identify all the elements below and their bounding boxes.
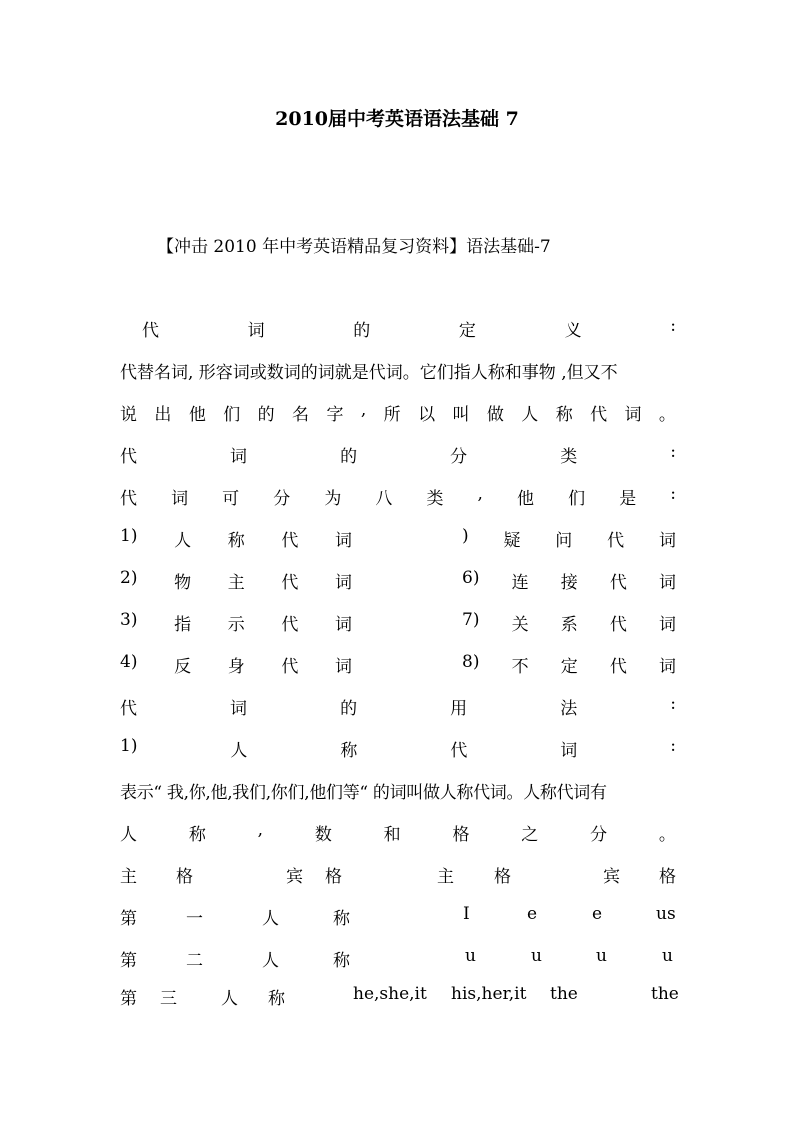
person-label-char: 人: [262, 951, 279, 971]
text-char: 词: [624, 405, 642, 425]
category-num: ): [462, 526, 469, 546]
usage-line-2: [120, 820, 676, 845]
text-char: 所: [383, 405, 401, 425]
text-char: 数: [314, 825, 332, 845]
category-char: 连: [511, 573, 529, 593]
category-char: 代: [609, 615, 627, 635]
usage-heading: [120, 694, 676, 719]
heading-char: 类: [560, 447, 578, 467]
text-char: ,: [360, 400, 367, 420]
category-char: 身: [227, 657, 245, 677]
text-char: 。: [658, 405, 676, 425]
usage-item-heading: [120, 736, 676, 761]
text-char: 之: [521, 825, 539, 845]
category-num: 2): [120, 568, 138, 588]
heading-char: 代: [120, 447, 137, 467]
text-char: 是: [619, 489, 637, 509]
pronoun-cell: e: [527, 904, 538, 924]
definition-line-1: 代替名词, 形容词或数词的词就是代词。它们指人称和事物 ,但又不: [120, 363, 618, 383]
heading-char: 法: [560, 699, 578, 719]
text-char: 格: [452, 825, 470, 845]
heading-char: :: [670, 736, 676, 756]
text-char: 人: [521, 405, 539, 425]
pronoun-cell: the: [651, 984, 679, 1004]
page-title: 2010届中考英语语法基础 7: [275, 108, 519, 130]
category-char: 关: [511, 615, 529, 635]
case-header-cell: 格: [176, 867, 193, 887]
case-header-cell: 格: [325, 867, 342, 887]
heading-char: 词: [230, 699, 248, 719]
category-char: 词: [334, 615, 352, 635]
category-row: [120, 526, 676, 551]
pronoun-cell: I: [463, 904, 470, 924]
text-char: 词: [171, 489, 189, 509]
text-char: 代: [590, 405, 608, 425]
text-char: ,: [477, 484, 483, 504]
heading-char: 词: [247, 321, 265, 341]
case-header-cell: 格: [659, 867, 676, 887]
text-char: 称: [188, 825, 206, 845]
category-char: 物: [174, 573, 192, 593]
text-char: 字: [326, 405, 344, 425]
category-num: 4): [120, 652, 138, 672]
text-char: 他: [517, 489, 535, 509]
text-char: 称: [555, 405, 573, 425]
person-label-char: 三: [160, 989, 177, 1009]
category-char: 不: [511, 657, 529, 677]
category-char: 词: [658, 573, 676, 593]
category-char: 词: [334, 657, 352, 677]
heading-char: 定: [458, 321, 476, 341]
category-char: 词: [334, 531, 352, 551]
page-subtitle: 【冲击 2010 年中考英语精品复习资料】语法基础-7: [157, 237, 551, 257]
text-char: 分: [590, 825, 608, 845]
text-char: 和: [383, 825, 401, 845]
heading-char: 代: [142, 321, 159, 341]
category-char: 反: [174, 657, 192, 677]
pronoun-cell: u: [662, 946, 673, 966]
text-char: 为: [324, 489, 342, 509]
heading-char: 的: [353, 321, 371, 341]
text-char: 类: [426, 489, 444, 509]
text-char: 八: [375, 489, 393, 509]
person-label-char: 称: [333, 951, 350, 971]
person-label-char: 第: [120, 989, 137, 1009]
category-char: 定: [560, 657, 578, 677]
person-label-char: 称: [333, 909, 350, 929]
category-char: 示: [227, 615, 245, 635]
text-char: 可: [222, 489, 240, 509]
heading-char: 的: [340, 447, 358, 467]
category-line: [120, 484, 676, 509]
text-char: 叫: [452, 405, 470, 425]
person-label-char: 人: [262, 909, 279, 929]
category-row: [120, 610, 676, 635]
heading-char: 词: [560, 741, 578, 761]
case-header-cell: 主: [437, 867, 454, 887]
heading-char: :: [670, 442, 676, 462]
heading-char: 义: [564, 321, 582, 341]
text-char: 说: [120, 405, 137, 425]
category-char: 代: [281, 615, 299, 635]
category-char: 系: [560, 615, 578, 635]
person-label-char: 第: [120, 909, 137, 929]
text-char: 出: [154, 405, 172, 425]
definition-line-2: [120, 400, 676, 425]
text-char: 分: [273, 489, 291, 509]
category-heading: [120, 442, 676, 467]
heading-char: :: [670, 316, 676, 336]
category-char: 指: [174, 615, 192, 635]
category-row: [120, 568, 676, 593]
pronoun-cell: e: [592, 904, 603, 924]
text-char: 以: [418, 405, 436, 425]
text-char: :: [670, 484, 676, 504]
person-label-char: 二: [186, 951, 203, 971]
heading-char: 代: [450, 741, 468, 761]
pronoun-cell: u: [596, 946, 607, 966]
person-label-char: 人: [221, 989, 238, 1009]
category-char: 接: [560, 573, 578, 593]
pronoun-cell: he,she,it: [353, 984, 427, 1004]
usage-line-1: 表示“ 我,你,他,我们,你们,他们等“ 的词叫做人称代词。人称代词有: [120, 783, 607, 803]
category-char: 代: [281, 657, 299, 677]
heading-char: 分: [450, 447, 468, 467]
definition-heading: [120, 316, 676, 341]
category-char: 人: [174, 531, 192, 551]
text-char: 的: [257, 405, 275, 425]
text-char: 做: [486, 405, 504, 425]
text-char: ,: [257, 820, 264, 840]
category-num: 1): [120, 526, 138, 546]
case-header-cell: 格: [494, 867, 511, 887]
heading-char: 词: [230, 447, 248, 467]
category-num: 6): [462, 568, 480, 588]
category-char: 代: [281, 531, 299, 551]
case-header-cell: 宾: [603, 867, 620, 887]
heading-char: 人: [230, 741, 248, 761]
heading-char: :: [670, 694, 676, 714]
text-char: 。: [658, 825, 676, 845]
heading-char: 的: [340, 699, 358, 719]
category-char: 代: [609, 573, 627, 593]
pronoun-cell: the: [550, 984, 578, 1004]
category-num: 3): [120, 610, 138, 630]
category-char: 疑: [503, 531, 521, 551]
pronoun-cell: his,her,it: [451, 984, 527, 1004]
text-char: 人: [120, 825, 137, 845]
category-char: 词: [658, 657, 676, 677]
category-char: 词: [334, 573, 352, 593]
person-label-char: 称: [268, 989, 285, 1009]
text-char: 们: [223, 405, 241, 425]
heading-char: 称: [340, 741, 358, 761]
pronoun-cell: u: [465, 946, 476, 966]
pronoun-cell: u: [531, 946, 542, 966]
category-char: 词: [658, 615, 676, 635]
text-char: 他: [188, 405, 206, 425]
category-num: 8): [462, 652, 480, 672]
text-char: 们: [568, 489, 586, 509]
heading-char: 用: [450, 699, 468, 719]
case-header-cell: 主: [120, 867, 137, 887]
text-char: 名: [292, 405, 310, 425]
text-char: 代: [120, 489, 137, 509]
category-char: 代: [281, 573, 299, 593]
item-num: 1): [120, 736, 138, 756]
person-label-char: 一: [186, 909, 203, 929]
category-char: 称: [227, 531, 245, 551]
category-num: 7): [462, 610, 480, 630]
case-header-cell: 宾: [286, 867, 303, 887]
category-char: 主: [227, 573, 245, 593]
person-label-char: 第: [120, 951, 137, 971]
pronoun-cell: us: [656, 904, 676, 924]
category-char: 代: [609, 657, 627, 677]
category-char: 代: [607, 531, 625, 551]
category-char: 词: [658, 531, 676, 551]
category-row: [120, 652, 676, 677]
heading-char: 代: [120, 699, 137, 719]
category-char: 问: [555, 531, 573, 551]
